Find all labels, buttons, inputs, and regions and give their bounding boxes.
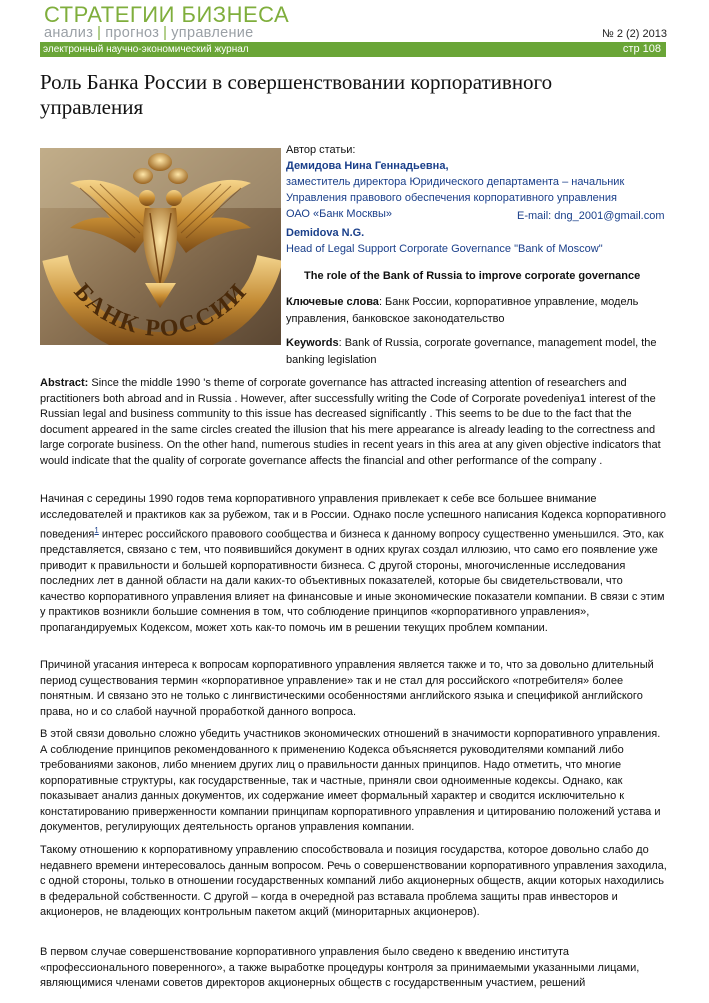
- author-en-position: Head of Legal Support Corporate Governance "Bank of Moscow": [286, 243, 603, 255]
- page-number: стр 108: [622, 43, 661, 55]
- bank-of-russia-emblem-icon: [40, 148, 281, 345]
- journal-tagline: анализ | прогноз | управление: [44, 25, 254, 41]
- tagline-item: прогноз: [105, 25, 160, 41]
- author-ru-position-1: заместитель директора Юридического департамента – начальник: [286, 176, 625, 188]
- paragraph-4: Такому отношению к корпоративному управлению способствовала и позиция государства, которое довольно слабо до недавнего времени интересовалось данным вопросом. Речь о совершенствовании корпоративного управления заходила, с одной стороны, только в отношении государственных компаний либо акционерных обществ, акции которых находились в федеральной собственности. С другой – когда в очередной раз вставала проблема защиты прав инвесторов и акционеров, не владеющих контрольным пакетом акций (миноритарных акционеров).: [40, 844, 667, 918]
- logo-word-2: БИЗНЕСА: [181, 2, 290, 27]
- keywords-ru-label: Ключевые слова: [286, 296, 379, 308]
- author-label: Автор статьи:: [286, 144, 356, 156]
- keywords-en: [286, 335, 666, 369]
- author-info: [286, 142, 666, 257]
- keywords-en-text: : Bank of Russia, corporate governance, management model, the banking legislation: [286, 337, 657, 366]
- abstract-label: Abstract:: [40, 377, 89, 389]
- issue-number: № 2 (2) 2013: [601, 28, 667, 40]
- tagline-item: анализ: [44, 25, 94, 41]
- paragraph-5: В первом случае совершенствование корпоративного управления было сведено к введению института «профессионального поверенного», а также выработке процедуры контроля за принимаемыми указанными лицами, являющимися членами советов директоров акционерных обществ с государственным участием, решений: [40, 946, 640, 989]
- paragraph-1-text-b: интерес российского правового сообщества и бизнеса к данному вопросу существенно уменьшился. Это, как представляется, связано с тем, что появившийся документ в одних кругах создал иллюзию, что само его появление уже приводит к правильности и большей корпоративности бизнеса. С другой стороны, многочисленные исследования последних лет в данной области на дали каких-то объективных показателей, которые бы свидетельствовали, что качество корпоративного управления влияет на финансовые и иные экономические показатели компании. В связи с этим у практиков возникли большие сомнения в том, что соблюдение принципов «корпоративного управления», пропагандируемых Кодексом, может хоть как-то помочь им в решении текущих проблем компании.: [40, 528, 665, 634]
- header-bar: [40, 42, 666, 57]
- logo-word-1: СТРАТЕГИИ: [44, 2, 175, 27]
- paragraph-2: Причиной угасания интереса к вопросам корпоративного управления является также и то, что за довольно длительный период существования термин «корпоративное управление» так и не стал для российского «потребителя» более понятным. И связано это не только с лингвистическими особенностями английского языка и спецификой английского права, но и со слабой научной проработкой данного вопроса.: [40, 659, 654, 718]
- keywords-ru: [286, 294, 666, 328]
- abstract-text: Since the middle 1990 's theme of corporate governance has attracted increasing attention of researchers and practitioners both abroad and in Russia . However, after successfully writing the Code of Corporate povedeniya1 interest of the Russian legal and business community to this issue has decreased significantly . This seems to be due to the fact that the document appeared in the same circles created the illusion that his mere appearance is already leading to the correctness and large corporate business. On the other hand, numerous studies in recent years in this area at any given objective indicators that would indicate that the quality of corporate governance affects the financial and other performance of the company .: [40, 377, 661, 467]
- author-ru-position-3: ОАО «Банк Москвы»: [286, 208, 393, 220]
- paragraph-3: В этой связи довольно сложно убедить участников экономических отношений в значимости корпоративного управления. А соблюдение принципов рекомендованного к применению Кодекса объясняется руководителями компаний либо требованиями законов, либо мнением других лиц о правильности данных принципов. Надо отметить, что многие корпоративные структуры, как государственные, так и частные, приняли свои одноименные кодексы. Однако, как показывает анализ данных документов, их содержание имеет формальный характер и сводится исключительно к констатированию приверженности компании принципам корпоративного управления и цитированию положений устава и документов, регулирующих деятельность органов управления компании.: [40, 728, 661, 833]
- author-ru-position-2: Управления правового обеспечения корпоративного управления: [286, 192, 617, 204]
- paragraph-1: [40, 492, 668, 636]
- abstract-paragraph: [40, 376, 668, 469]
- journal-header: [0, 0, 709, 60]
- author-email-link[interactable]: E-mail: dng_2001@gmail.com: [517, 210, 665, 222]
- keywords-en-label: Keywords: [286, 337, 339, 349]
- paragraph-1-text-a: Начиная с середины 1990 годов тема корпоративного управления привлекает к себе все большее внимание исследователей и практиков как за рубежом, так и в России. Однако после успешного написания Кодекса корпоративного поведения: [40, 493, 667, 541]
- journal-logo[interactable]: [44, 3, 289, 27]
- english-title: The role of the Bank of Russia to improve corporate governance: [304, 270, 641, 282]
- author-ru-name: Демидова Нина Геннадьевна,: [286, 160, 449, 172]
- article-title: Роль Банка России в совершенствовании корпоративного управления: [40, 70, 553, 119]
- tagline-item: управление: [171, 25, 254, 41]
- bank-of-russia-emblem-image: [40, 148, 281, 345]
- emblem-text: БАНК РОССИИ: [68, 278, 253, 343]
- author-en-name: Demidova N.G.: [286, 227, 365, 239]
- journal-type: электронный научно-экономический журнал: [43, 44, 249, 55]
- keywords-ru-text: : Банк России, корпоративное управление, модель управления, банковское законодательство: [286, 296, 639, 325]
- footnote-link[interactable]: 1: [94, 526, 99, 535]
